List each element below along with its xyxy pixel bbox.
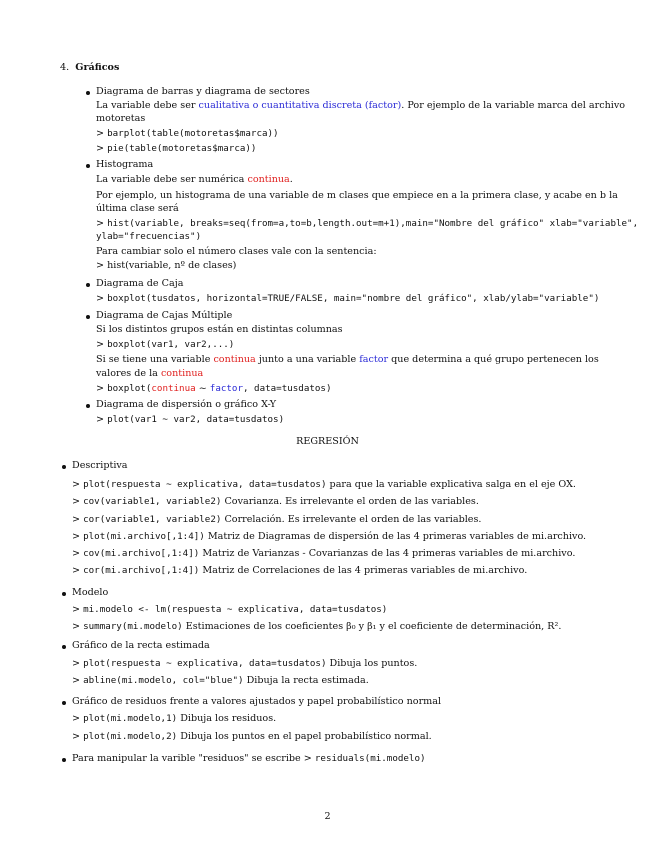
- item-title: Modelo: [72, 587, 109, 598]
- item-text: Si los distintos grupos están en distintas columnas: [96, 324, 343, 335]
- code-line: > mi.modelo <- lm(respuesta ~ explicativa, data=tusdatos): [72, 604, 388, 615]
- section-header: 4. Gráficos: [60, 62, 120, 73]
- bullet: [62, 592, 66, 596]
- bullet: [86, 91, 90, 95]
- item-desc: La variable debe ser cualitativa o cuantitativa discreta (factor). Por ejemplo de la variable marca del archivo: [96, 100, 626, 111]
- code-line: > plot(respuesta ~ explicativa, data=tusdatos) Dibuja los puntos.: [72, 658, 418, 669]
- code-line: > boxplot(var1, var2,...): [96, 339, 235, 350]
- code-line: > cov(mi.archivo[,1:4]) Matriz de Varianzas - Covarianzas de las 4 primeras variables de mi.archivo.: [72, 548, 576, 559]
- item-text: Por ejemplo, un histograma de una variable de m clases que empiece en a la primera clase, y acabe en b la: [96, 190, 618, 201]
- item-desc-cont: motoretas: [96, 113, 146, 124]
- bullet: [86, 164, 90, 168]
- bullet: [86, 315, 90, 319]
- code-line: > plot(mi.modelo,2) Dibuja los puntos en el papel probabilístico normal.: [72, 731, 432, 742]
- code-line: > pie(table(motoretas$marca)): [96, 143, 257, 154]
- bullet: [62, 645, 66, 649]
- item-desc: La variable debe ser numérica continua.: [96, 174, 293, 185]
- item-title: Diagrama de dispersión o gráfico X-Y: [96, 399, 277, 410]
- item-text: valores de la continua: [96, 368, 204, 379]
- code-line: > plot(mi.modelo,1) Dibuja los residuos.: [72, 713, 277, 724]
- code-line: > cor(mi.archivo[,1:4]) Matriz de Correlaciones de las 4 primeras variables de mi.archivo.: [72, 565, 528, 576]
- regresion-title: REGRESIÓN: [296, 436, 359, 447]
- item-title: Diagrama de barras y diagrama de sectores: [96, 86, 310, 97]
- code-line: > barplot(table(motoretas$marca)): [96, 128, 279, 139]
- item-title: Diagrama de Cajas Múltiple: [96, 310, 233, 321]
- bullet: [62, 758, 66, 762]
- bullet: [86, 404, 90, 408]
- item-text: Si se tiene una variable continua junto a una variable factor que determina a qué grupo pertenecen los: [96, 354, 599, 365]
- item-title: Descriptiva: [72, 460, 128, 471]
- item-title: Gráfico de residuos frente a valores ajustados y papel probabilístico normal: [72, 696, 442, 707]
- bullet: [62, 701, 66, 705]
- bullet: [62, 465, 66, 469]
- code-line: > plot(var1 ~ var2, data=tusdatos): [96, 414, 285, 425]
- code-line: > boxplot(continua ~ factor, data=tusdatos): [96, 383, 332, 394]
- code-line: > plot(respuesta ~ explicativa, data=tusdatos) para que la variable explicativa salga en el eje OX.: [72, 479, 576, 490]
- item-text: Para cambiar solo el número clases vale con la sentencia:: [96, 246, 377, 257]
- page-number: 2: [324, 811, 331, 822]
- code-line-cont: ylab="frecuencias"): [96, 231, 202, 242]
- item-text: Para manipular la varible "residuos" se escribe > residuals(mi.modelo): [72, 753, 426, 764]
- code-line: > cov(variable1, variable2) Covarianza. Es irrelevante el orden de las variables.: [72, 496, 479, 507]
- item-title: Gráfico de la recta estimada: [72, 640, 210, 651]
- item-title: Diagrama de Caja: [96, 278, 184, 289]
- bullet: [86, 283, 90, 287]
- item-title: Histograma: [96, 159, 154, 170]
- code-line: > cor(variable1, variable2) Correlación. Es irrelevante el orden de las variables.: [72, 514, 482, 525]
- code-line: > plot(mi.archivo[,1:4]) Matriz de Diagramas de dispersión de las 4 primeras variables de mi.archivo.: [72, 531, 587, 542]
- item-text: última clase será: [96, 203, 179, 214]
- code-line: > hist(variable, breaks=seq(from=a,to=b,length.out=m+1),main="Nombre del gráfico" xlab="variable",: [96, 218, 639, 229]
- code-line: > abline(mi.modelo, col="blue") Dibuja la recta estimada.: [72, 675, 369, 686]
- code-line: > hist(variable, nº de clases): [96, 260, 237, 271]
- code-line: > boxplot(tusdatos, horizontal=TRUE/FALSE, main="nombre del gráfico", xlab/ylab="variable"): [96, 293, 600, 304]
- code-line: > summary(mi.modelo) Estimaciones de los coeficientes β₀ y β₁ y el coeficiente de determinación, R².: [72, 621, 562, 632]
